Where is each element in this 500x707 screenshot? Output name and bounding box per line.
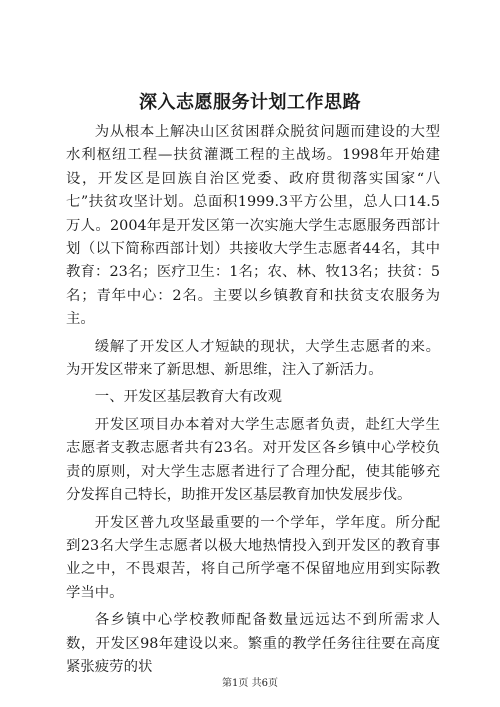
paragraph: 缓解了开发区人才短缺的现状，大学生志愿者的来。为开发区带来了新思想、新思维，注入了新活力。 xyxy=(66,338,440,379)
page-number-footer: 第1页 共6页 xyxy=(222,678,278,689)
document-title: 深入志愿服务计划工作思路 xyxy=(139,92,361,113)
document-body xyxy=(66,121,440,683)
section-heading: 一、开发区基层教育大有改观 xyxy=(94,389,282,406)
paragraph: 各乡镇中心学校教师配备数量远远达不到所需求人数，开发区98年建设以来。繁重的教学任务往往要在高度紧张疲劳的状 xyxy=(66,612,440,675)
paragraph: 为从根本上解决山区贫困群众脱贫问题而建设的大型水利枢纽工程—扶贫灌溉工程的主战场。1998年开始建设，开发区是回族自治区党委、政府贯彻落实国家“八七”扶贫攻坚计划。总面积1999.3平方公里，总人口14.5万人。2004年是开发区第一次实施大学生志愿服务西部计划（以下简称西部计划）共接收大学生志愿者44名，其中教育：23名；医疗卫生：1名；农、林、牧13名；扶贫：5名；青年中心：2名。主要以乡镇教育和扶贫支农服务为主。 xyxy=(66,124,440,328)
paragraph: 开发区项目办本着对大学生志愿者负责，赴红大学生志愿者支教志愿者共有23名。对开发区各乡镇中心学校负责的原则，对大学生志愿者进行了合理分配，使其能够充分发挥自己特长，助推开发区基层教育加快发展步伐。 xyxy=(66,416,440,504)
paragraph: 开发区普九攻坚最重要的一个学年，学年度。所分配到23名大学生志愿者以极大地热情投入到开发区的教育事业之中，不畏艰苦，将自己所学毫不保留地应用到实际教学当中。 xyxy=(66,514,440,601)
